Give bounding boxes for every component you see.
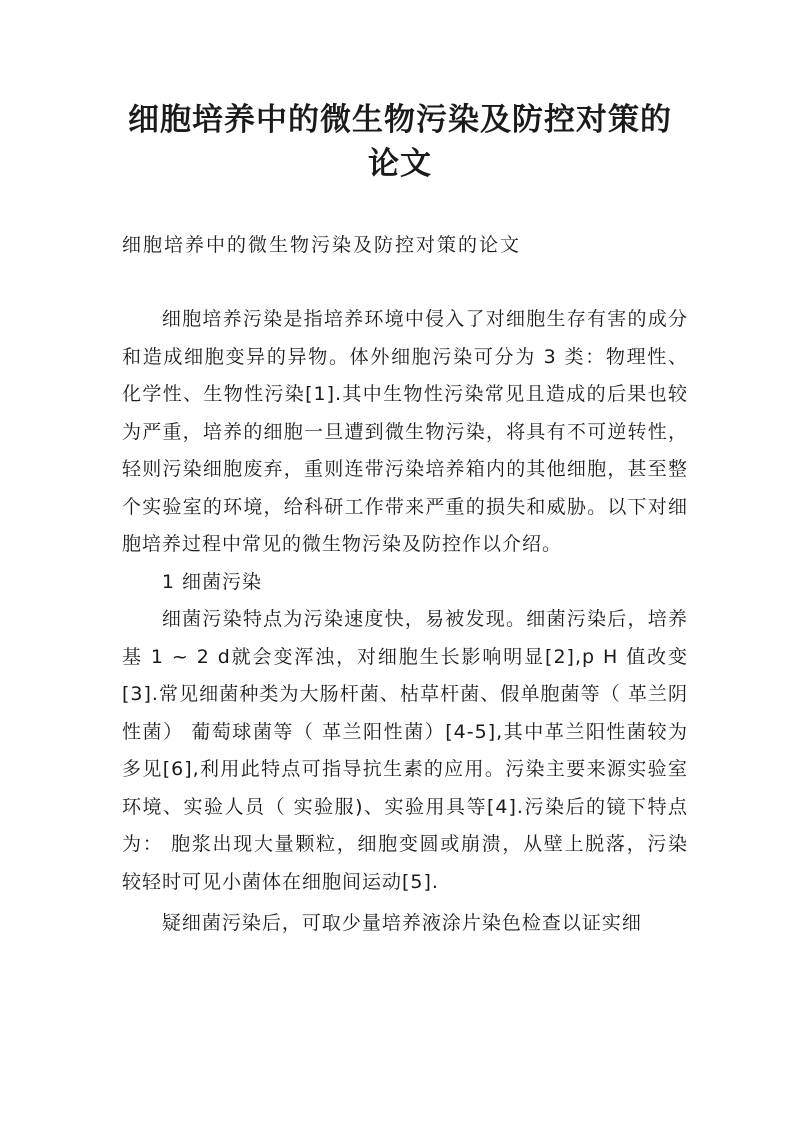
document-title: 细胞培养中的微生物污染及防控对策的论文 — [128, 102, 672, 182]
section-heading-bacterial: 1 细菌污染 — [161, 570, 263, 593]
paragraph-detection: 疑细菌污染后，可取少量培养液涂片染色检查以证实细 — [161, 912, 642, 934]
paragraph-intro: 细胞培养污染是指培养环境中侵入了对细胞生存有害的成分和造成细胞变异的异物。体外细胞污染可分为 3 类：物理性、化学性、生物性污染[1].其中生物性污染常见且造成的后果也较为严重，培养的细胞一旦遭到微生物污染，将具有不可逆转性，轻则污染细胞废弃，重则连带污染培养箱内的其他细胞，甚至整个实验室的环境，给科研工作带来严重的损失和威胁。以下对细胞培养过程中常见的微生物污染及防控作以介绍。 — [122, 308, 688, 555]
paragraph-bacterial: 细菌污染特点为污染速度快，易被发现。细菌污染后，培养基 1 ~ 2 d就会变浑浊，对细胞生长影响明显[2],p H 值改变[3].常见细菌种类为大肠杆菌、枯草杆菌、假单胞菌等（ 革兰阴性菌） 葡萄球菌等（ 革兰阳性菌）[4-5],其中革兰阳性菌较为多见[6],利用此特点可指导抗生素的应用。污染主要来源实验室环境、实验人员（ 实验服)、实验用具等[4].污染后的镜下特点为： 胞浆出现大量颗粒，细胞变圆或崩溃，从壁上脱落，污染较轻时可见小菌体在细胞间运动[5]. — [122, 608, 688, 893]
document-subtitle: 细胞培养中的微生物污染及防控对策的论文 — [122, 234, 522, 256]
document-body — [122, 301, 688, 943]
